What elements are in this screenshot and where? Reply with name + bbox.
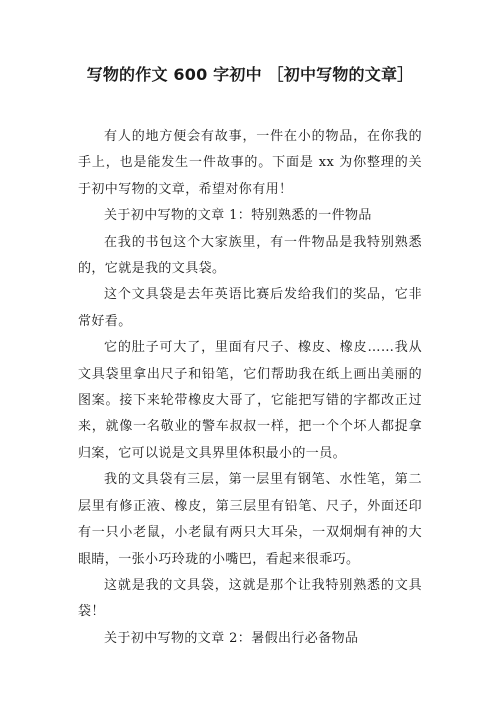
body-paragraph: 在我的书包这个大家族里，有一件物品是我特别熟悉的，它就是我的文具袋。 [78,234,422,277]
document-title: 写物的作文 600 字初中 ［初中写物的文章］ [86,65,414,84]
body-paragraph: 这就是我的文具袋，这就是那个让我特别熟悉的文具袋！ [78,577,422,620]
section-heading-1: 关于初中写物的文章 1：特别熟悉的一件物品 [104,208,372,224]
intro-paragraph: 有人的地方便会有故事，一件在小的物品，在你我的手上，也是能发生一件故事的。下面是 xx 为你整理的关于初中写物的文章，希望对你有用！ [78,129,422,197]
body-paragraph: 它的肚子可大了，里面有尺子、橡皮、橡皮……我从文具袋里拿出尺子和铅笔，它们帮助我在纸上画出美丽的图案。接下来轮带橡皮大哥了，它能把写错的字都改正过来，就像一名敬业的警车叔叔一样，把一个个坏人都捉拿归案，它可以说是文具界里体积最小的一员。 [78,340,422,461]
section-heading-2: 关于初中写物的文章 2：暑假出行必备物品 [104,630,359,646]
document-body [78,124,422,652]
body-paragraph: 这个文具袋是去年英语比赛后发给我们的奖品，它非常好看。 [78,287,422,329]
body-paragraph: 我的文具袋有三层，第一层里有钢笔、水性笔，第二层里有修正液、橡皮，第三层里有铅笔、尺子，外面还印有一只小老鼠，小老鼠有两只大耳朵，一双炯炯有神的大眼睛，一张小巧玲珑的小嘴巴，看起来很乖巧。 [78,472,422,567]
